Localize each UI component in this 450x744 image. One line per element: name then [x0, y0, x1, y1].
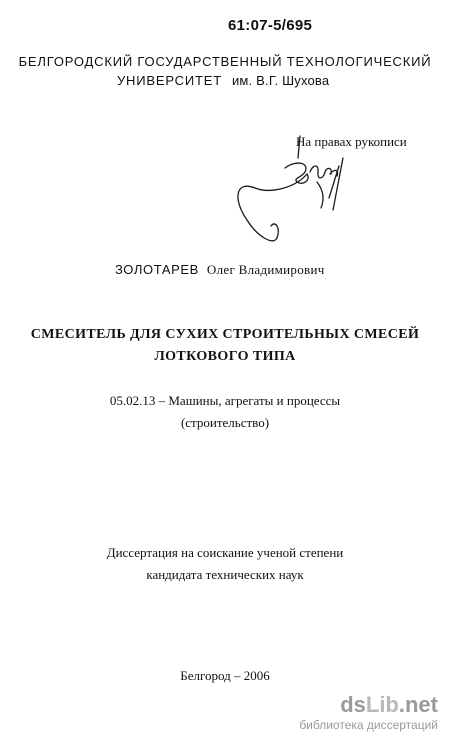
author-name [115, 262, 325, 278]
dissertation-title-line-1: СМЕСИТЕЛЬ ДЛЯ СУХИХ СТРОИТЕЛЬНЫХ СМЕСЕЙ [30, 327, 420, 342]
place-and-year: Белгород – 2006 [180, 668, 270, 683]
handwritten-signature [225, 128, 355, 258]
logo-ds: ds [340, 692, 366, 717]
author-given-names: Олег Владимирович [206, 262, 325, 277]
university-word: УНИВЕРСИТЕТ [117, 73, 222, 88]
degree-line-2: кандидата технических наук [146, 567, 304, 582]
dslib-watermark [263, 694, 438, 732]
university-line-1: БЕЛГОРОДСКИЙ ГОСУДАРСТВЕННЫЙ ТЕХНОЛОГИЧЕСКИЙ [18, 54, 432, 69]
dslib-logo [263, 694, 438, 716]
specialty-line-1: 05.02.13 – Машины, агрегаты и процессы [109, 393, 341, 408]
author-surname: ЗОЛОТАРЕВ [115, 262, 199, 277]
logo-net: .net [398, 692, 438, 717]
logo-lib: Lib [365, 692, 399, 717]
university-line-2 [117, 73, 329, 88]
manuscript-rights-note: На правах рукописи [296, 134, 407, 149]
specialty-line-2: (строительство) [180, 415, 270, 430]
degree-line-1: Диссертация на соискание ученой степени [106, 545, 344, 560]
archive-code: 61:07-5/695 [228, 17, 313, 34]
dslib-caption: библиотека диссертаций [299, 718, 438, 732]
dissertation-title-line-2: ЛОТКОВОГО ТИПА [154, 349, 296, 364]
university-named-after: им. В.Г. Шухова [231, 73, 330, 88]
